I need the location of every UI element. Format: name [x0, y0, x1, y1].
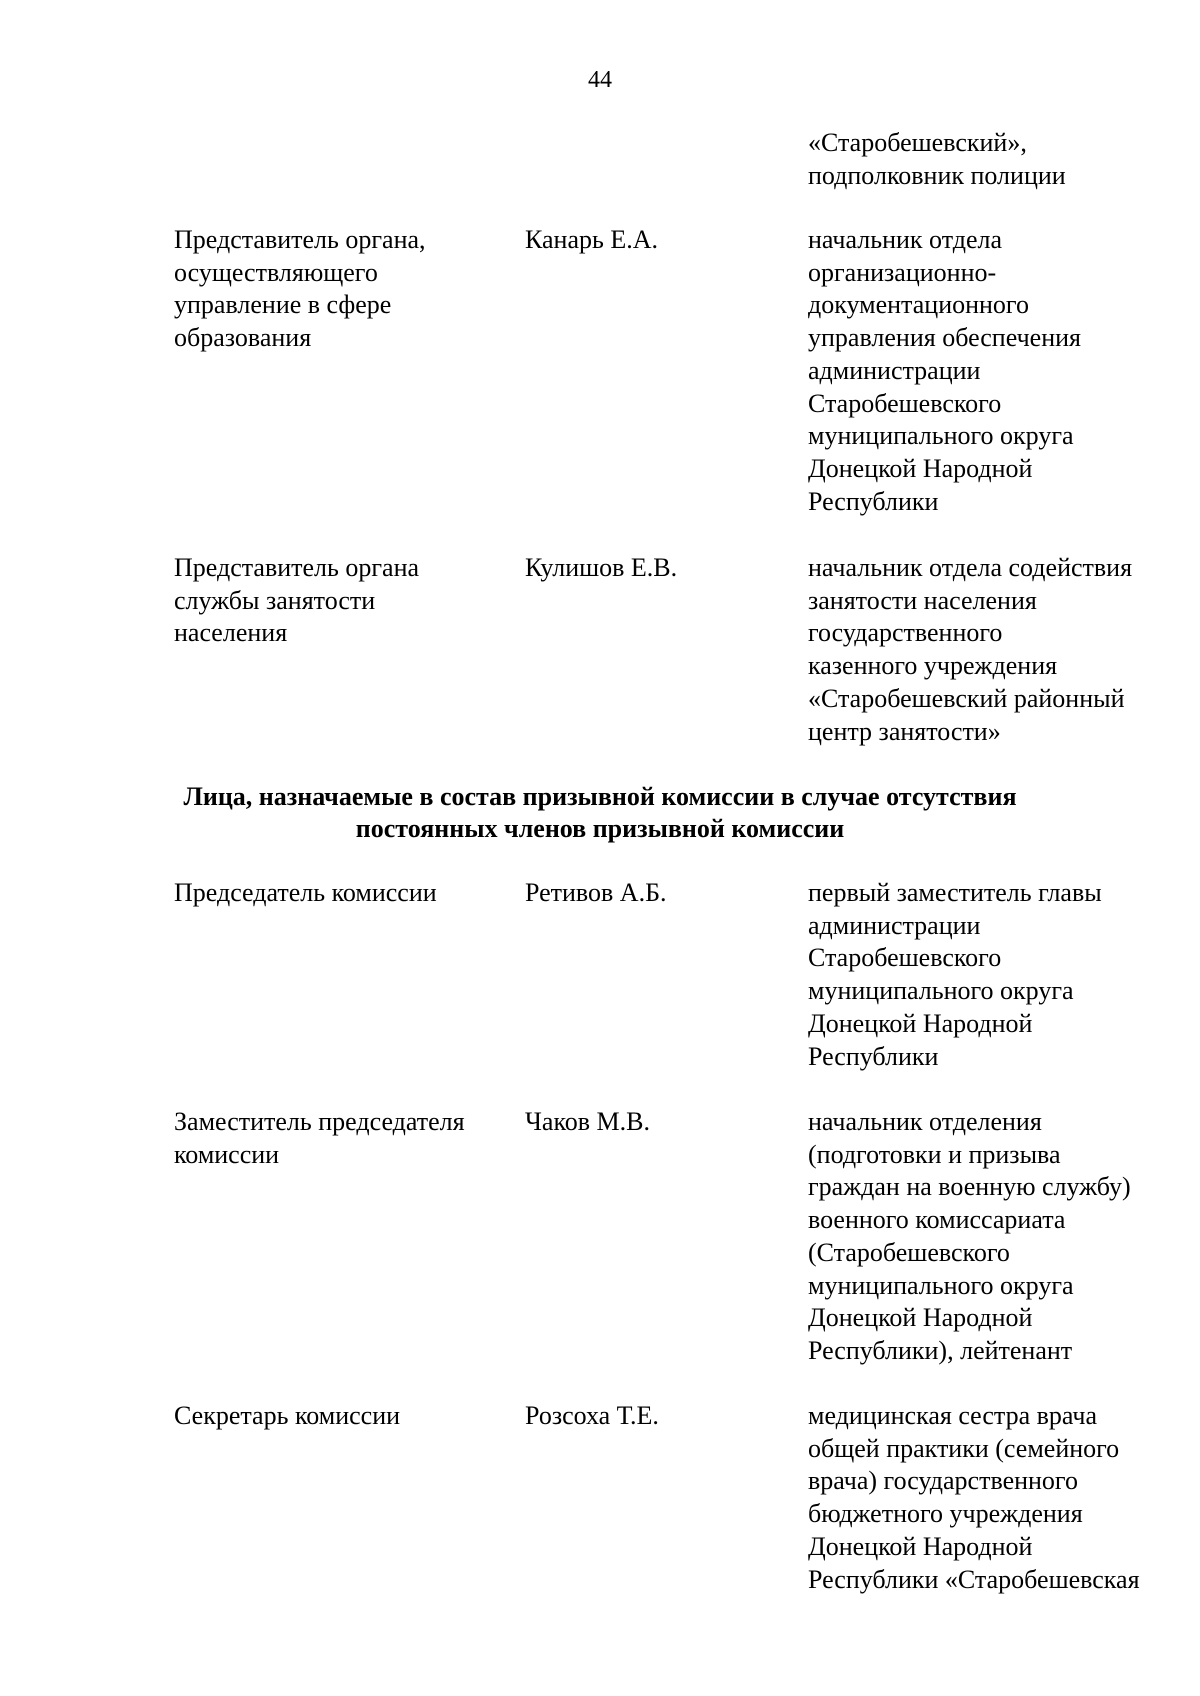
member-position [808, 552, 1132, 748]
position-line: Донецкой Народной [808, 1531, 1033, 1561]
position-line: «Старобешевский», [808, 128, 1027, 157]
position-line: документационного [808, 290, 1029, 320]
position-line: Старобешевского [808, 388, 1002, 418]
member-role [174, 1400, 400, 1433]
role-line: осуществляющего [174, 257, 378, 287]
position-line: общей практики (семейного [808, 1433, 1120, 1463]
role-line: образования [174, 323, 312, 353]
position-line: муниципального округа [808, 976, 1074, 1006]
role-line: комиссии [174, 1139, 280, 1169]
role-line: Председатель комиссии [174, 878, 437, 907]
member-position [808, 224, 1081, 518]
role-line: Секретарь комиссии [174, 1401, 401, 1430]
position-line: Донецкой Народной [808, 1303, 1033, 1333]
role-line: управление в сфере [174, 290, 392, 320]
member-name [525, 552, 677, 585]
continued-position [808, 127, 1066, 192]
position-line: Республики «Старобешевская [808, 1564, 1140, 1594]
position-line: граждан на военную службу) [808, 1172, 1131, 1202]
position-line: Донецкой Народной [808, 453, 1033, 483]
position-line: начальник отдела содействия [808, 553, 1133, 582]
page-number: 44 [588, 67, 612, 93]
position-line: начальник отделения [808, 1107, 1042, 1136]
member-name [525, 224, 658, 257]
name-text: Розсоха Т.Е. [525, 1401, 659, 1430]
member-position [808, 877, 1102, 1073]
name-text: Канарь Е.А. [525, 225, 659, 254]
position-line: бюджетного учреждения [808, 1499, 1083, 1529]
position-line: центр занятости» [808, 716, 1001, 746]
role-line: службы занятости [174, 585, 376, 615]
heading-line: постоянных членов призывной комиссии [355, 814, 845, 843]
name-text: Кулишов Е.В. [525, 553, 678, 582]
position-line: (Старобешевского [808, 1237, 1010, 1267]
heading-line: Лица, назначаемые в состав призывной комиссии в случае отсутствия [183, 782, 1017, 811]
position-line: Республики [808, 486, 939, 516]
member-name [525, 1106, 650, 1139]
name-text: Чаков М.В. [525, 1107, 650, 1136]
position-line: казенного учреждения [808, 651, 1058, 681]
position-line: первый заместитель главы [808, 878, 1102, 907]
member-role [174, 552, 419, 650]
member-name [525, 877, 667, 910]
role-line: Заместитель председателя [174, 1107, 465, 1136]
member-position [808, 1400, 1140, 1596]
position-line: подполковник полиции [808, 160, 1066, 190]
position-line: Республики [808, 1041, 939, 1071]
member-name [525, 1400, 659, 1433]
position-line: начальник отдела [808, 225, 1003, 254]
position-line: «Старобешевский районный [808, 683, 1125, 713]
position-line: медицинская сестра врача [808, 1401, 1098, 1430]
position-line: администрации [808, 355, 981, 385]
role-line: населения [174, 618, 288, 648]
position-line: врача) государственного [808, 1466, 1078, 1496]
member-role [174, 1106, 465, 1171]
role-line: Представитель органа, [174, 225, 426, 254]
position-line: Республики), лейтенант [808, 1335, 1073, 1365]
section-heading [0, 781, 1200, 845]
position-line: (подготовки и призыва [808, 1139, 1061, 1169]
position-line: муниципального округа [808, 1270, 1074, 1300]
member-position [808, 1106, 1131, 1368]
member-role [174, 224, 426, 355]
position-line: занятости населения [808, 585, 1037, 615]
position-line: государственного [808, 618, 1003, 648]
member-role [174, 877, 437, 910]
position-line: администрации [808, 910, 981, 940]
position-line: Донецкой Народной [808, 1008, 1033, 1038]
position-line: организационно- [808, 257, 997, 287]
position-line: Старобешевского [808, 943, 1002, 973]
role-line: Представитель органа [174, 553, 420, 582]
position-line: военного комиссариата [808, 1205, 1066, 1235]
position-line: муниципального округа [808, 421, 1074, 451]
name-text: Ретивов А.Б. [525, 878, 667, 907]
position-line: управления обеспечения [808, 323, 1082, 353]
